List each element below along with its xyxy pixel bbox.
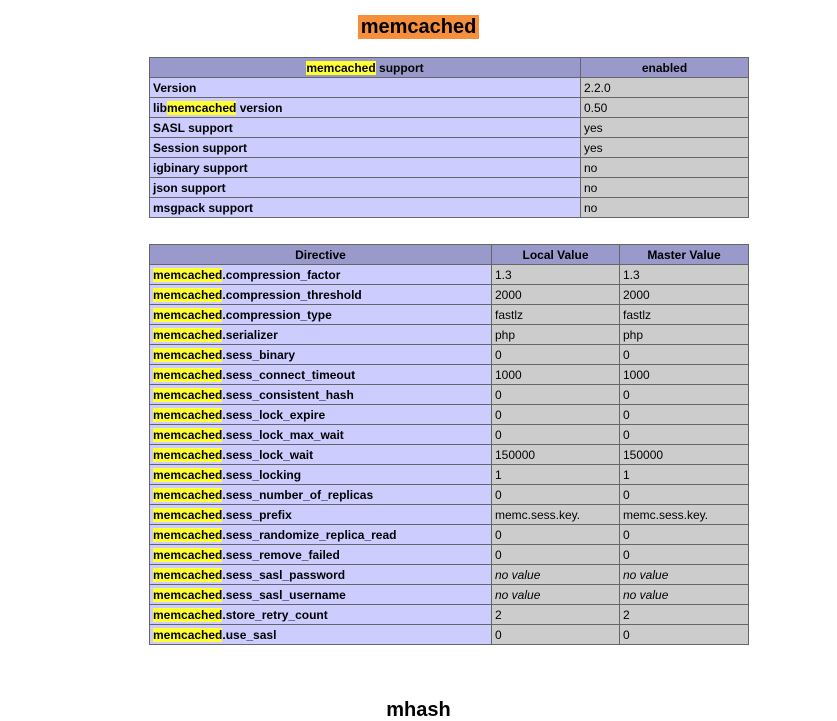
local-value: no value	[492, 565, 620, 585]
local-value: php	[492, 325, 620, 345]
support-header-suffix: support	[375, 60, 424, 75]
directive-name	[150, 485, 492, 505]
search-highlight: memcached	[153, 287, 223, 302]
master-value: 0	[620, 625, 749, 645]
search-highlight: memcached	[306, 60, 376, 75]
directive-row	[150, 545, 749, 565]
support-row-value: 0.50	[581, 98, 749, 118]
local-value-header: Local Value	[492, 245, 620, 265]
master-value-header: Master Value	[620, 245, 749, 265]
directive-row	[150, 385, 749, 405]
search-highlight: memcached	[153, 267, 223, 282]
master-value: 0	[620, 425, 749, 445]
master-value: 1	[620, 465, 749, 485]
master-value: no value	[620, 585, 749, 605]
directive-row	[150, 585, 749, 605]
directive-name	[150, 385, 492, 405]
support-row-value: no	[581, 178, 749, 198]
support-row-label	[150, 78, 581, 98]
directive-suffix: .sess_prefix	[222, 507, 292, 522]
directive-name	[150, 345, 492, 365]
directive-header: Directive	[150, 245, 492, 265]
directive-suffix: .sess_locking	[222, 467, 302, 482]
next-module-title: mhash	[386, 699, 451, 721]
label-text: msgpack support	[153, 200, 254, 215]
directive-row	[150, 425, 749, 445]
support-row-label	[150, 178, 581, 198]
master-value: 0	[620, 525, 749, 545]
directive-name	[150, 365, 492, 385]
support-header-value: enabled	[581, 58, 749, 78]
directive-name	[150, 305, 492, 325]
directive-name	[150, 405, 492, 425]
label-text: Session support	[153, 140, 248, 155]
support-row-value: no	[581, 158, 749, 178]
directive-row	[150, 485, 749, 505]
search-highlight: memcached	[153, 347, 223, 362]
search-highlight: memcached	[153, 627, 223, 642]
directive-suffix: .sess_sasl_password	[222, 567, 346, 582]
search-highlight: memcached	[153, 387, 223, 402]
local-value: 0	[492, 345, 620, 365]
search-highlight: memcached	[153, 607, 223, 622]
local-value: 0	[492, 425, 620, 445]
local-value: 0	[492, 405, 620, 425]
local-value: 0	[492, 545, 620, 565]
support-row	[150, 118, 749, 138]
directive-row	[150, 605, 749, 625]
master-value: 1.3	[620, 265, 749, 285]
directive-row	[150, 525, 749, 545]
support-row-label	[150, 138, 581, 158]
directive-row	[150, 305, 749, 325]
directive-suffix: .sess_randomize_replica_read	[222, 527, 397, 542]
directive-name	[150, 565, 492, 585]
search-highlight: memcached	[153, 367, 223, 382]
local-value: 1000	[492, 365, 620, 385]
support-row	[150, 138, 749, 158]
master-value: memc.sess.key.	[620, 505, 749, 525]
support-header-label	[150, 58, 581, 78]
directive-suffix: .sess_lock_expire	[222, 407, 326, 422]
local-value: 0	[492, 385, 620, 405]
support-row-value: yes	[581, 118, 749, 138]
search-highlight: memcached	[153, 507, 223, 522]
directive-name	[150, 445, 492, 465]
search-highlight: memcached	[167, 100, 237, 115]
directive-name	[150, 425, 492, 445]
directive-suffix: .sess_connect_timeout	[222, 367, 356, 382]
support-row-value: 2.2.0	[581, 78, 749, 98]
master-value: 150000	[620, 445, 749, 465]
directive-name	[150, 545, 492, 565]
support-row-label	[150, 118, 581, 138]
search-highlight: memcached	[153, 327, 223, 342]
directive-suffix: .sess_remove_failed	[222, 547, 340, 562]
directive-suffix: .use_sasl	[222, 627, 277, 642]
directive-suffix: .compression_type	[222, 307, 332, 322]
support-row-label	[150, 98, 581, 118]
directive-row	[150, 405, 749, 425]
directive-row	[150, 325, 749, 345]
module-title-wrap	[0, 15, 837, 39]
directive-suffix: .sess_binary	[222, 347, 296, 362]
support-table-header	[150, 58, 749, 78]
master-value: 2	[620, 605, 749, 625]
directive-table-header	[150, 245, 749, 265]
local-value: fastlz	[492, 305, 620, 325]
search-highlight: memcached	[153, 407, 223, 422]
module-title: memcached	[358, 15, 480, 39]
directive-name	[150, 605, 492, 625]
search-highlight: memcached	[153, 427, 223, 442]
directive-name	[150, 325, 492, 345]
search-highlight: memcached	[153, 307, 223, 322]
directive-row	[150, 445, 749, 465]
directive-suffix: .sess_number_of_replicas	[222, 487, 374, 502]
master-value: 0	[620, 545, 749, 565]
directive-name	[150, 265, 492, 285]
label-text: version	[236, 100, 283, 115]
directive-row	[150, 265, 749, 285]
master-value: 1000	[620, 365, 749, 385]
search-highlight: memcached	[153, 487, 223, 502]
support-row-label	[150, 198, 581, 218]
directive-row	[150, 285, 749, 305]
directive-suffix: .store_retry_count	[222, 607, 328, 622]
support-row	[150, 158, 749, 178]
support-row	[150, 178, 749, 198]
local-value: 0	[492, 485, 620, 505]
local-value: 1.3	[492, 265, 620, 285]
master-value: 2000	[620, 285, 749, 305]
search-highlight: memcached	[153, 467, 223, 482]
label-text: igbinary support	[153, 160, 248, 175]
directive-row	[150, 565, 749, 585]
directive-suffix: .compression_threshold	[222, 287, 362, 302]
search-highlight: memcached	[153, 567, 223, 582]
master-value: fastlz	[620, 305, 749, 325]
search-highlight: memcached	[153, 447, 223, 462]
master-value: 0	[620, 345, 749, 365]
directive-name	[150, 505, 492, 525]
directive-suffix: .sess_lock_max_wait	[222, 427, 344, 442]
directive-name	[150, 285, 492, 305]
label-text: json support	[153, 180, 226, 195]
local-value: 150000	[492, 445, 620, 465]
master-value: 0	[620, 485, 749, 505]
directive-row	[150, 505, 749, 525]
master-value: no value	[620, 565, 749, 585]
directive-row	[150, 345, 749, 365]
directive-name	[150, 585, 492, 605]
local-value: 0	[492, 525, 620, 545]
label-prefix: lib	[153, 100, 167, 115]
local-value: 2000	[492, 285, 620, 305]
search-highlight: memcached	[153, 527, 223, 542]
support-row-value: yes	[581, 138, 749, 158]
master-value: 0	[620, 385, 749, 405]
directive-suffix: .serializer	[222, 327, 278, 342]
directive-name	[150, 625, 492, 645]
local-value: memc.sess.key.	[492, 505, 620, 525]
directive-suffix: .sess_sasl_username	[222, 587, 346, 602]
local-value: 0	[492, 625, 620, 645]
directive-suffix: .sess_lock_wait	[222, 447, 314, 462]
support-row	[150, 198, 749, 218]
label-text: SASL support	[153, 120, 233, 135]
support-table	[149, 57, 749, 218]
support-row-value: no	[581, 198, 749, 218]
search-highlight: memcached	[153, 547, 223, 562]
directive-table	[149, 244, 749, 645]
label-text: Version	[153, 80, 197, 95]
support-row	[150, 98, 749, 118]
local-value: 1	[492, 465, 620, 485]
directive-row	[150, 365, 749, 385]
directive-row	[150, 625, 749, 645]
master-value: php	[620, 325, 749, 345]
master-value: 0	[620, 405, 749, 425]
directive-name	[150, 525, 492, 545]
local-value: 2	[492, 605, 620, 625]
search-highlight: memcached	[153, 587, 223, 602]
support-row-label	[150, 158, 581, 178]
directive-name	[150, 465, 492, 485]
directive-suffix: .compression_factor	[222, 267, 341, 282]
local-value: no value	[492, 585, 620, 605]
directive-row	[150, 465, 749, 485]
support-row	[150, 78, 749, 98]
directive-suffix: .sess_consistent_hash	[222, 387, 354, 402]
